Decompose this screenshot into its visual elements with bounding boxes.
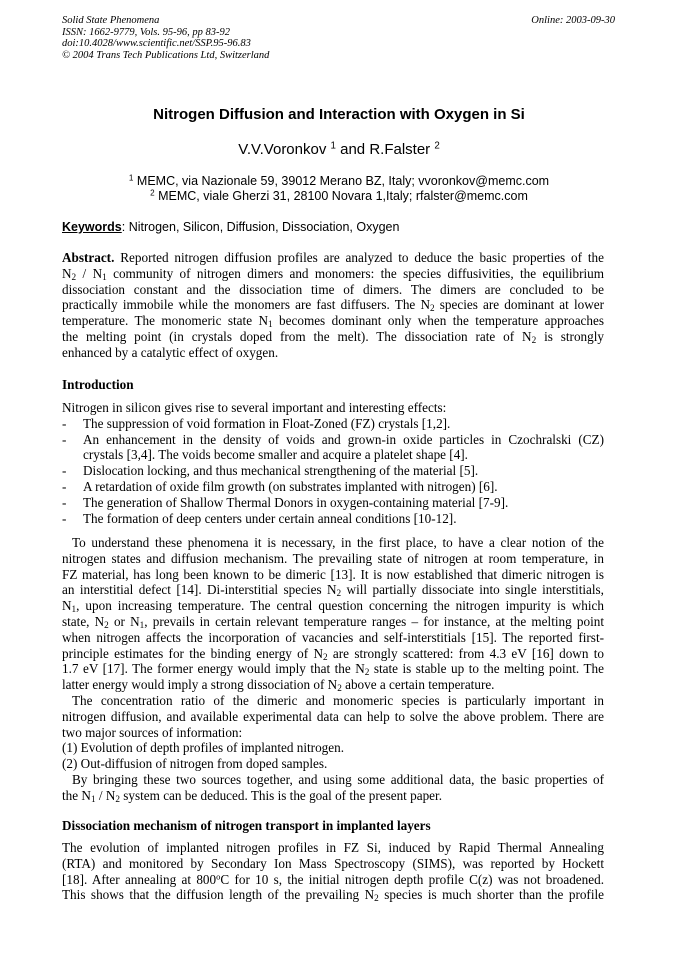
- subscript: 2: [429, 303, 435, 314]
- paragraph-text: or N: [108, 613, 140, 629]
- list-item: [62, 463, 604, 479]
- subscript: 2: [104, 619, 109, 630]
- abstract-text: / N: [76, 265, 103, 281]
- abstract-line: [62, 297, 604, 313]
- subscript: 1: [90, 793, 96, 804]
- copyright-line: © 2004 Trans Tech Publications Ltd, Switzerland: [62, 49, 270, 61]
- paragraph-line: [62, 582, 604, 598]
- section2-paragraph: [62, 840, 604, 903]
- paragraph-text: latter energy would imply a strong dissociation of N: [62, 677, 338, 693]
- subscript: 2: [323, 651, 328, 662]
- list-item-text: The generation of Shallow Thermal Donors in oxygen-containing material [7-9].: [83, 494, 509, 510]
- list-item: [62, 416, 604, 432]
- list-dash: -: [62, 494, 67, 510]
- abstract-line: enhanced by a catalytic effect of oxygen.: [62, 344, 279, 360]
- paragraph-line: [62, 788, 604, 804]
- paragraph-line: when nitrogen affects the incorporation of vacancies and self-interstitials [15]. The reported first-: [62, 629, 604, 645]
- abstract-text: practically immobile while the monomers are fast diffusers. The N: [62, 297, 430, 313]
- list-dash: -: [62, 478, 67, 494]
- paragraph-text: state is stable up to the melting point. The: [369, 661, 604, 677]
- paragraph-text: are strongly scattered: from 4.3 eV [16] down to: [327, 645, 604, 661]
- list-item-text: Dislocation locking, and thus mechanical strengthening of the material [5].: [83, 463, 479, 479]
- author-1-affil-mark: 1: [330, 140, 336, 152]
- abstract-text: the melting point (in crystals doped from the melt). The dissociation rate of N: [62, 328, 532, 344]
- intro-list: [62, 400, 604, 526]
- abstract-text: is strongly: [536, 328, 604, 344]
- affiliation-2: [0, 189, 678, 203]
- paragraph-text: [18]. After annealing at 800: [62, 871, 217, 887]
- list-item-continuation: [62, 447, 604, 463]
- keywords-text: Nitrogen, Silicon, Diffusion, Dissociation, Oxygen: [125, 220, 400, 234]
- section-heading-dissociation: Dissociation mechanism of nitrogen transport in implanted layers: [62, 818, 431, 833]
- journal-name: Solid State Phenomena: [62, 15, 160, 26]
- intro-paragraph-1: [62, 535, 604, 804]
- paragraph-line: [62, 661, 604, 677]
- paragraph-line: [62, 646, 604, 662]
- subscript: 2: [337, 683, 342, 694]
- paragraph-text: 1.7 eV [17]. The former energy would imply that the N: [62, 661, 365, 677]
- list-dash: -: [62, 415, 67, 431]
- doi-line: doi:10.4028/www.scientific.net/SSP.95-96.83: [62, 38, 251, 49]
- paragraph-text: C for 10 s, the initial nitrogen depth profile C(z) was not broadened.: [220, 871, 604, 887]
- paragraph-line: FZ material, has long been known to be dimeric [13]. It is now established that dimeric nitrogen is: [62, 566, 604, 582]
- subscript: 1: [102, 271, 107, 282]
- abstract-text: species are dominant at lower: [434, 297, 604, 313]
- paragraph-text: will partially dissociate into single interstitials,: [341, 582, 604, 598]
- paragraph-line: nitrogen states and diffusion mechanism. The prevailing state of nitrogen at room temperature, in: [62, 550, 604, 566]
- paragraph-line: two major sources of information:: [62, 724, 243, 740]
- paragraph-text: N: [62, 598, 72, 614]
- abstract-line: [62, 313, 604, 329]
- paragraph-text: / N: [95, 787, 116, 803]
- author-1: V.V.Voronkov: [238, 141, 327, 158]
- superscript: o: [216, 870, 221, 881]
- subscript: 2: [374, 893, 379, 904]
- list-item-text: A retardation of oxide film growth (on substrates implanted with nitrogen) [6].: [83, 478, 498, 494]
- paragraph-text: state, N: [62, 613, 105, 629]
- author-2-affil-mark: 2: [434, 140, 440, 152]
- subscript: 2: [364, 667, 370, 678]
- paragraph-text: above a certain temperature.: [341, 677, 495, 693]
- paragraph-line: To understand these phenomena it is necessary, in the first place, to have a clear notion of the: [72, 535, 604, 550]
- numbered-item: (2) Out-diffusion of nitrogen from doped samples.: [62, 756, 328, 772]
- abstract-text: temperature. The monomeric state N: [62, 313, 268, 329]
- abstract-text: Reported nitrogen diffusion profiles are analyzed to deduce the basic properties of the: [114, 250, 604, 265]
- abstract-line: [62, 266, 604, 282]
- paragraph-line: By bringing these two sources together, and using some additional data, the basic properties of: [72, 771, 604, 787]
- paragraph-text: species is much shorter than the profile: [378, 887, 605, 903]
- list-dash: -: [62, 463, 67, 479]
- paragraph-text: , upon increasing temperature. The central question concerning the nitrogen impurity is which: [76, 598, 604, 614]
- list-item-text: The formation of deep centers under certain anneal conditions [10-12].: [83, 510, 457, 526]
- list-item-text: The suppression of void formation in Float-Zoned (FZ) crystals [1,2].: [83, 415, 451, 431]
- abstract-text: becomes dominant only when the temperature approaches: [272, 313, 604, 329]
- subscript: 2: [531, 334, 537, 345]
- affiliation-1-mark: 1: [128, 173, 134, 183]
- paragraph-text: an interstitial defect [14]. Di-interstitial species N: [62, 582, 337, 598]
- subscript: 2: [115, 793, 120, 804]
- abstract-text: community of nitrogen dimers and monomers: the species diffusivities, the equilibrium: [106, 265, 605, 281]
- list-item: [62, 432, 604, 448]
- keywords-colon: :: [121, 220, 126, 234]
- author-line: [0, 141, 678, 158]
- affiliation-1-text: MEMC, via Nazionale 59, 39012 Merano BZ, Italy; vvoronkov@memc.com: [133, 174, 550, 188]
- affiliation-1: [0, 174, 678, 188]
- list-item: [62, 495, 604, 511]
- journal-header: [62, 15, 269, 61]
- abstract-line: [62, 329, 604, 345]
- paragraph-text: principle estimates for the binding energy of N: [62, 645, 323, 661]
- issn-line: ISSN: 1662-9779, Vols. 95-96, pp 83-92: [62, 26, 230, 38]
- abstract-line: dissociation constant and the dissociation time of dimers. The dimers are concluded to be: [62, 281, 604, 297]
- paragraph-line: The concentration ratio of the dimeric and monomeric species is particularly important in: [72, 692, 604, 708]
- subscript: 1: [268, 319, 273, 330]
- paragraph-line: [62, 872, 604, 888]
- list-dash: -: [62, 431, 67, 447]
- affiliation-2-text: MEMC, viale Gherzi 31, 28100 Novara 1,Italy; rfalster@memc.com: [154, 189, 528, 203]
- subscript: 1: [71, 604, 77, 615]
- author-2: R.Falster: [369, 141, 431, 158]
- list-dash: -: [62, 510, 67, 526]
- abstract-line: [62, 250, 604, 266]
- section-heading-introduction: Introduction: [62, 377, 134, 392]
- paragraph-line: [62, 677, 604, 693]
- paragraph-line: [62, 887, 604, 903]
- paragraph-line: [62, 614, 604, 630]
- paragraph-line: nitrogen diffusion, and available experimental data can help to solve the above problem. There are: [62, 708, 604, 724]
- affiliation-2-mark: 2: [150, 188, 155, 198]
- intro-lead: Nitrogen in silicon gives rise to several important and interesting effects:: [62, 400, 447, 415]
- paragraph-text: , prevails in certain relevant temperature ranges – for instance, at the melting point: [144, 613, 604, 629]
- abstract-label: Abstract.: [62, 250, 115, 265]
- subscript: 1: [139, 619, 145, 630]
- paragraph-line: The evolution of implanted nitrogen profiles in FZ Si, induced by Rapid Thermal Annealing: [62, 840, 604, 855]
- online-date: Online: 2003-09-30: [531, 15, 615, 26]
- abstract-text: N: [62, 265, 72, 281]
- paragraph-text: the N: [62, 787, 91, 803]
- paragraph-text: system can be deduced. This is the goal of the present paper.: [119, 787, 442, 803]
- paragraph-line: [62, 598, 604, 614]
- abstract-paragraph: [62, 250, 604, 361]
- list-item: [62, 511, 604, 527]
- subscript: 2: [71, 271, 77, 282]
- keywords-line: [62, 220, 399, 234]
- paragraph-line: (RTA) and monitored by Secondary Ion Mass Spectroscopy (SIMS), was reported by Hockett: [62, 855, 604, 871]
- list-item-text: crystals [3,4]. The voids become smaller and acquire a platelet shape [4].: [83, 447, 468, 463]
- author-connector: and: [335, 141, 370, 158]
- subscript: 2: [336, 588, 342, 599]
- list-item: [62, 479, 604, 495]
- list-item-text: An enhancement in the density of voids and grown-in oxide particles in Czochralski (CZ): [83, 431, 604, 447]
- paper-title: Nitrogen Diffusion and Interaction with Oxygen in Si: [153, 106, 525, 123]
- paragraph-text: This shows that the diffusion length of the prevailing N: [62, 887, 375, 903]
- numbered-item: (1) Evolution of depth profiles of implanted nitrogen.: [62, 740, 345, 756]
- keywords-label: Keywords: [62, 220, 122, 234]
